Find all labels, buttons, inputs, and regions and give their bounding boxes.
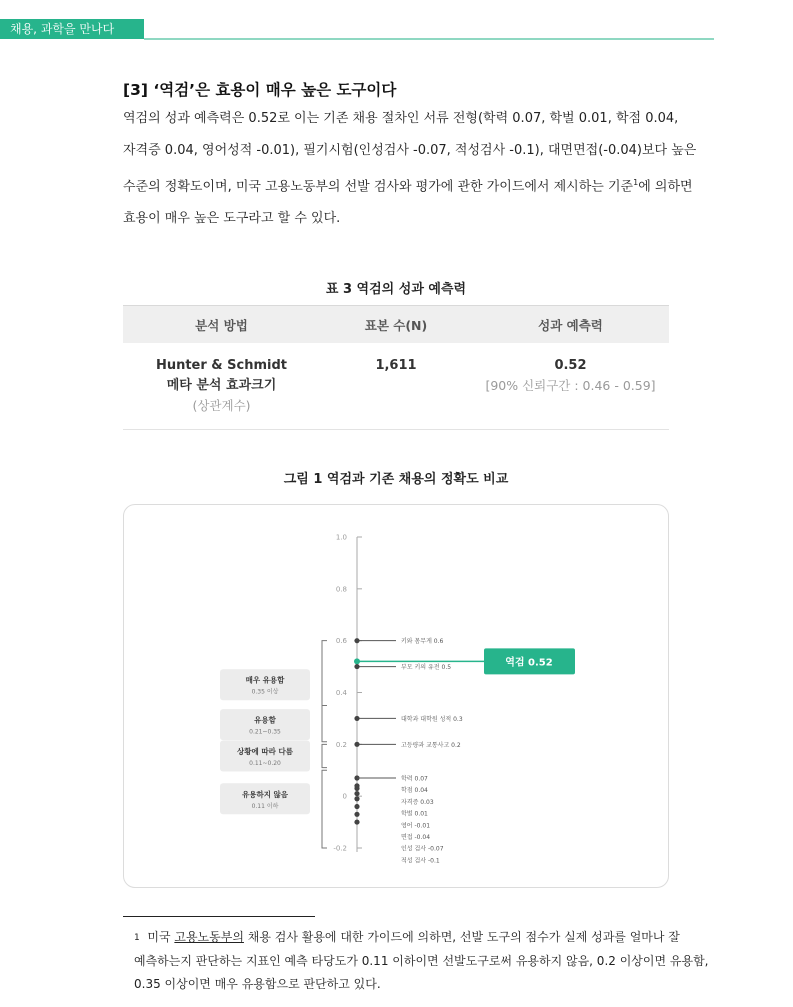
level-bracket xyxy=(322,770,327,848)
prediction-value: 0.52 xyxy=(554,358,587,373)
level-label: 상황에 따라 다름 xyxy=(237,746,293,756)
footnote-line-1-pre: 미국 xyxy=(147,930,175,944)
footnote-line-1-post: 채용 검사 활용에 대한 가이드에 의하면, 선발 도구의 점수가 실제 성과를 얼마나 잘 xyxy=(243,930,680,944)
data-point xyxy=(354,664,359,669)
point-label: 부모 키의 유전 0.5 xyxy=(401,664,452,672)
data-point xyxy=(354,638,359,643)
highlight-label: 역검 0.52 xyxy=(505,657,553,669)
table-header-row xyxy=(123,306,669,344)
level-range: 0.35 이상 xyxy=(251,688,279,696)
point-label: 고등량과 교통사고 0.2 xyxy=(401,741,461,749)
point-label: 키와 몸무게 0.6 xyxy=(401,638,444,646)
data-point xyxy=(354,812,359,817)
data-point xyxy=(354,804,359,809)
y-tick-label: 1.0 xyxy=(335,533,347,542)
y-tick-label: 0.4 xyxy=(335,689,347,697)
cell-method xyxy=(123,343,320,430)
level-label: 유용함 xyxy=(254,715,276,725)
method-line-3: (상관계수) xyxy=(192,398,251,413)
body-paragraph xyxy=(123,103,697,235)
column-header-method: 분석 방법 xyxy=(123,306,320,344)
point-label: 영어 -0.01 xyxy=(401,822,431,830)
y-tick-label: 0.6 xyxy=(335,637,347,646)
paragraph-line-3-tail: 에 의하면 xyxy=(638,179,693,195)
level-label: 유용하지 않음 xyxy=(241,789,289,799)
level-label: 매우 유용함 xyxy=(245,675,285,685)
paragraph-line-2: 자격증 0.04, 영어성적 -0.01), 필기시험(인성검사 -0.07, 적성검사 -0.1), 대면면접(-0.04)보다 높은 xyxy=(123,143,697,158)
data-point xyxy=(354,791,359,796)
point-label: 학벌 0.01 xyxy=(401,810,428,818)
footnote-underlined: 고용노동부의 xyxy=(174,930,244,944)
point-label: 학점 0.04 xyxy=(401,787,428,795)
accuracy-chart xyxy=(124,505,668,887)
footnote-ref[interactable]: 1 xyxy=(633,178,639,187)
paragraph-line-3-text: 수준의 정확도이며, 미국 고용노동부의 선발 검사와 평가에 관한 가이드에서 제시하는 기준 xyxy=(123,179,634,195)
data-point xyxy=(354,796,359,801)
cell-n xyxy=(320,343,472,430)
paragraph-line-3 xyxy=(123,167,693,203)
header-divider xyxy=(144,38,714,40)
level-range: 0.11 이하 xyxy=(251,802,279,810)
table-caption: 표 3 역검의 성과 예측력 xyxy=(325,282,467,297)
paragraph-line-1: 역검의 성과 예측력은 0.52로 이는 기존 채용 절차인 서류 전형(학력 0.07, 학벌 0.01, 학점 0.04, xyxy=(123,111,679,126)
header-tab: 채용, 과학을 만나다 xyxy=(0,19,144,39)
data-point xyxy=(354,819,359,824)
footnote-line-2: 예측하는지 판단하는 지표인 예측 타당도가 0.11 이하이면 선발도구로써 유용하지 않음, 0.2 이상이면 유용함, xyxy=(134,954,709,968)
point-label: 면접 -0.04 xyxy=(401,834,431,842)
point-label: 학력 0.07 xyxy=(401,775,428,783)
footnote-line-1 xyxy=(134,926,680,950)
paragraph-line-4: 효용이 매우 높은 도구라고 할 수 있다. xyxy=(123,211,341,227)
prediction-table xyxy=(123,305,669,430)
level-bracket xyxy=(322,705,327,741)
highlight-point xyxy=(354,658,360,664)
method-line-1: Hunter & Schmidt xyxy=(155,358,288,373)
y-tick-label: 0.2 xyxy=(335,740,347,749)
method-line-2: 메타 분석 효과크기 xyxy=(166,378,277,393)
level-range: 0.21~0.35 xyxy=(249,728,281,736)
footnote xyxy=(134,926,709,996)
level-bracket xyxy=(322,744,327,767)
data-point xyxy=(354,716,359,721)
point-label: 인성 검사 -0.07 xyxy=(401,845,444,853)
data-point xyxy=(354,742,359,747)
data-point xyxy=(354,786,359,791)
section-title: [3] ‘역검’은 효용이 매우 높은 도구이다 xyxy=(123,81,397,99)
level-bracket xyxy=(322,641,327,706)
footnote-number: 1 xyxy=(134,933,140,943)
point-label: 자격증 0.03 xyxy=(401,798,434,806)
sample-size: 1,611 xyxy=(375,358,417,373)
table-row xyxy=(123,343,669,430)
figure-caption: 그림 1 역검과 기존 채용의 정확도 비교 xyxy=(283,472,509,487)
cell-prediction xyxy=(472,343,669,430)
footnote-divider xyxy=(123,916,315,917)
column-header-n: 표본 수(N) xyxy=(320,306,472,344)
confidence-interval: [90% 신뢰구간 : 0.46 - 0.59] xyxy=(485,378,656,393)
point-label: 적성 검사 -0.1 xyxy=(401,857,440,865)
y-tick-label: -0.2 xyxy=(333,844,347,853)
column-header-prediction: 성과 예측력 xyxy=(472,306,669,344)
point-label: 대학과 대학원 성적 0.3 xyxy=(401,715,463,723)
y-tick-label: 0 xyxy=(342,792,347,801)
footnote-line-3: 0.35 이상이면 매우 유용함으로 판단하고 있다. xyxy=(134,977,381,991)
figure-container xyxy=(123,504,669,888)
y-tick-label: 0.8 xyxy=(335,585,347,594)
level-range: 0.11~0.20 xyxy=(249,759,281,767)
